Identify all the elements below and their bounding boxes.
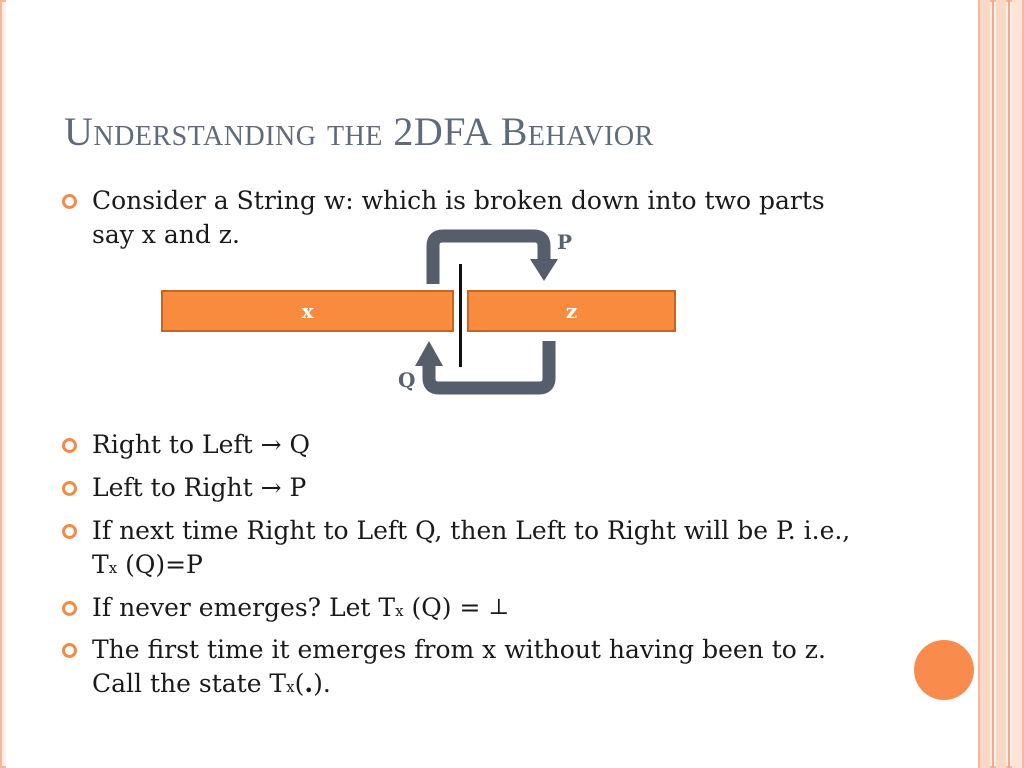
bullet-icon xyxy=(62,438,77,453)
arrowhead-down-icon xyxy=(530,259,558,281)
bullet-text-part: (Q) = xyxy=(403,593,489,622)
top-loop-arrow xyxy=(433,236,544,284)
bullet-icon xyxy=(62,601,77,616)
bullet-text xyxy=(92,514,882,585)
subscript: x xyxy=(395,602,404,620)
bullet-item xyxy=(62,428,892,462)
bullet-text-part: ). xyxy=(313,669,331,698)
bullet-icon xyxy=(62,524,77,539)
subscript: x xyxy=(108,559,118,577)
bullet-text-part: (Q)=P xyxy=(117,550,203,579)
bullet-item xyxy=(62,514,892,585)
bullet-text xyxy=(92,633,882,704)
bullet-text-part: If next time Right to Left Q, then Left to Right will be P. i.e., T xyxy=(92,516,851,579)
bottom-loop-arrow xyxy=(429,341,549,388)
bullet-text: Consider a String w: which is broken down into two parts say x and z. xyxy=(92,186,825,249)
bullet-text-part: The first time it emerges from x without having been to z. Call the state T xyxy=(92,635,826,698)
bullet-item xyxy=(62,471,892,505)
subscript: x xyxy=(286,678,295,696)
string-part-z-label: z xyxy=(565,299,578,323)
bullet-text: Right to Left → Q xyxy=(92,430,310,459)
bullet-text-part: If never emerges? Let T xyxy=(92,593,396,622)
bottom-symbol: ⊥ xyxy=(488,595,510,620)
bullet-text xyxy=(92,591,892,628)
slide-title: Understanding the 2DFA Behavior xyxy=(64,109,654,154)
state-q-label: Q xyxy=(398,368,416,392)
bold-dot: . xyxy=(304,669,314,698)
decorative-circle xyxy=(914,640,974,700)
arrowhead-up-icon xyxy=(415,341,443,366)
state-p-label: P xyxy=(557,230,573,254)
string-part-z xyxy=(467,290,676,332)
bullet-text: Left to Right → P xyxy=(92,473,307,502)
string-part-x xyxy=(161,290,454,332)
bullet-text-part: ( xyxy=(294,669,305,698)
string-part-x-label: x xyxy=(301,299,314,323)
bullet-icon xyxy=(62,481,77,496)
bullet-item xyxy=(62,633,892,704)
bullet-icon xyxy=(62,643,77,658)
boundary-line xyxy=(459,264,462,367)
bullet-item xyxy=(62,591,892,628)
